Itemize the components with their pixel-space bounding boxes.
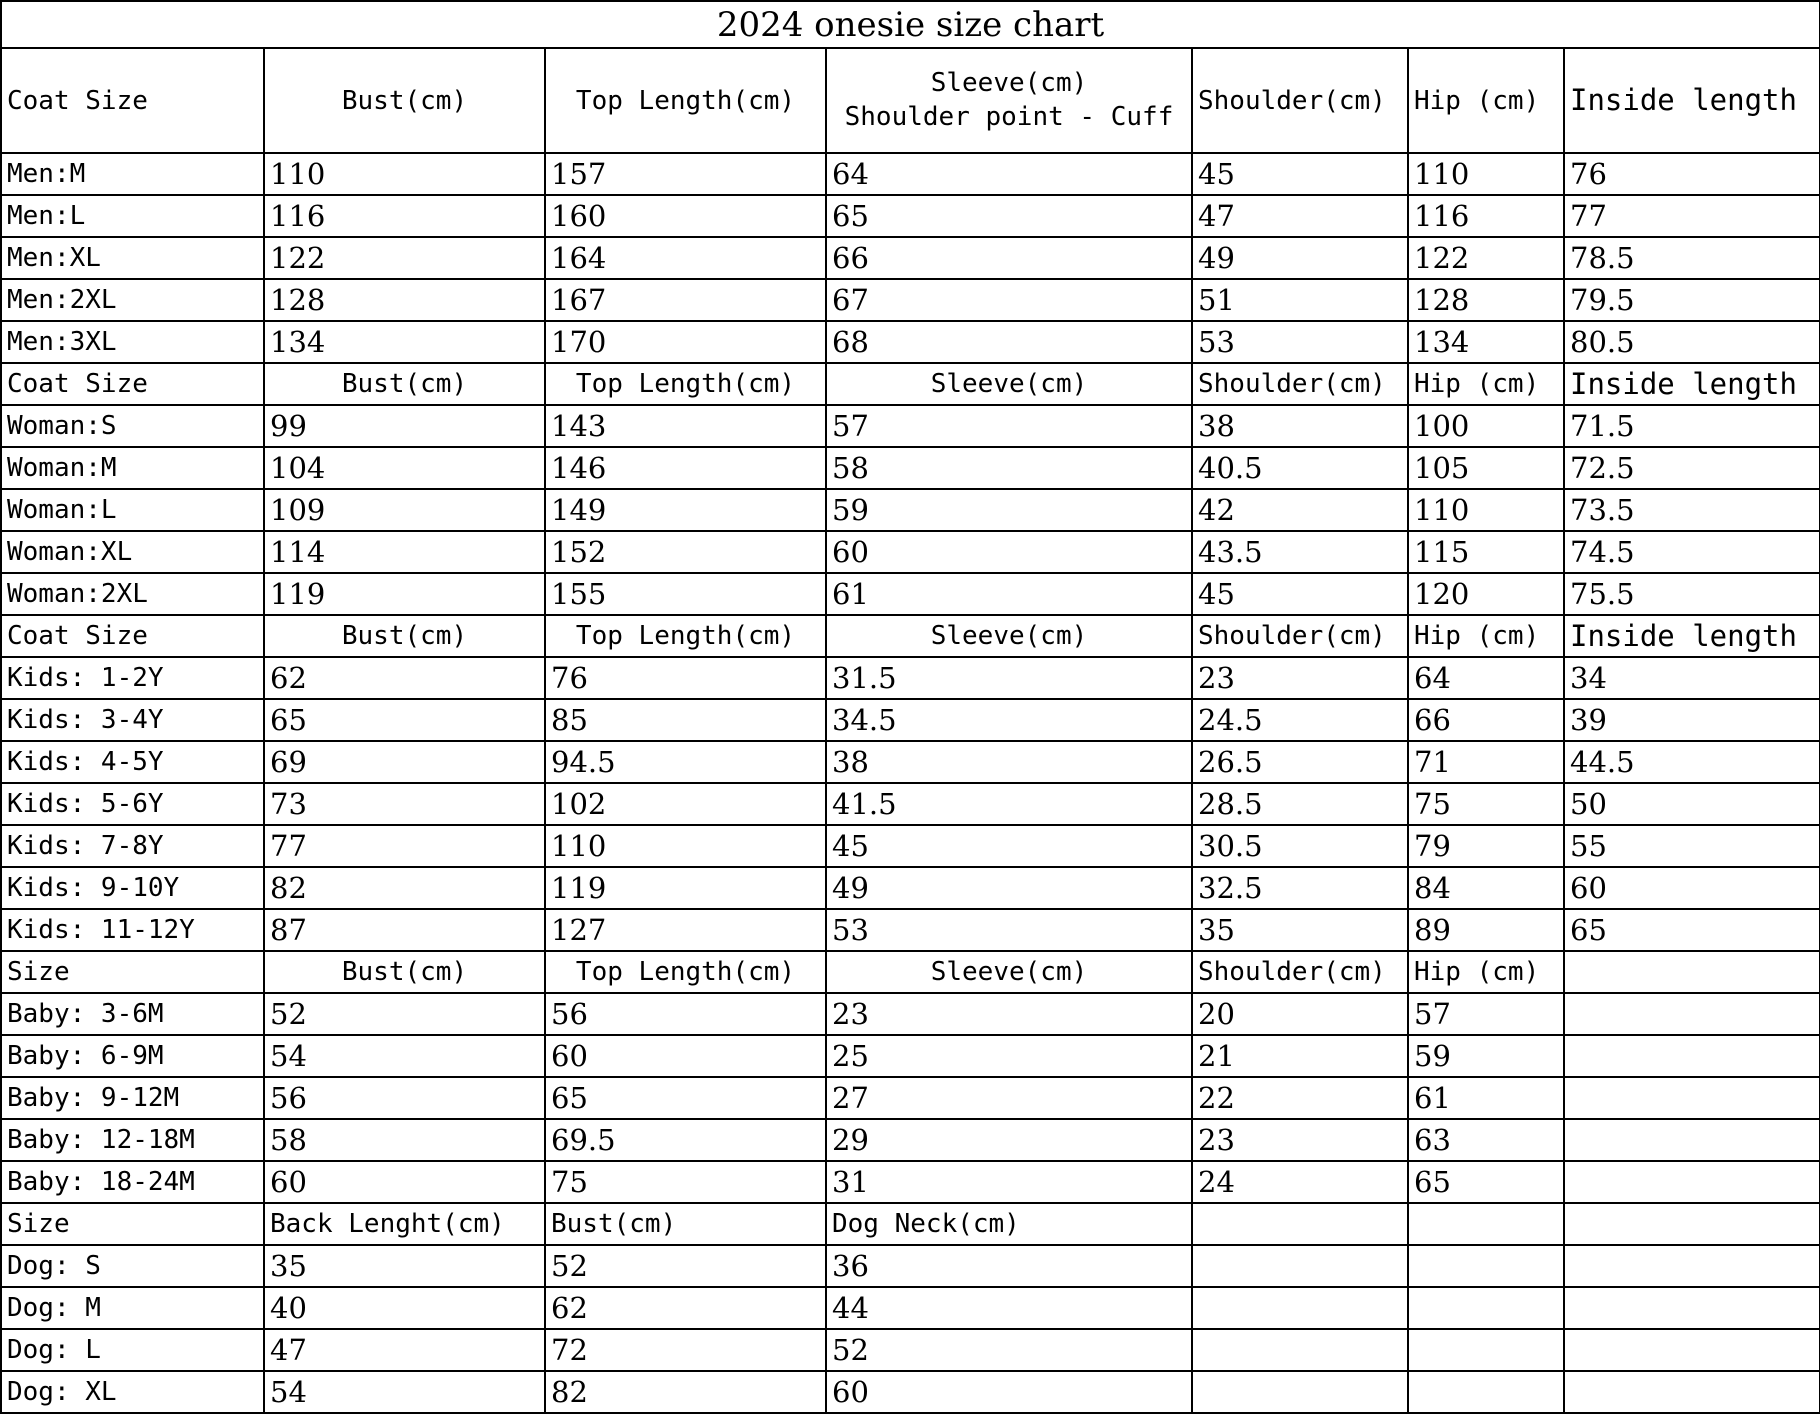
cell-hip: 134 bbox=[1408, 321, 1564, 363]
cell-top-length: 75 bbox=[545, 1161, 826, 1203]
size-label-cell: Baby: 9-12M bbox=[1, 1077, 264, 1119]
cell-shoulder bbox=[1192, 1287, 1408, 1329]
header-size: Size bbox=[1, 1203, 264, 1245]
cell-shoulder: 26.5 bbox=[1192, 741, 1408, 783]
cell-bust: 58 bbox=[264, 1119, 545, 1161]
table-row bbox=[1, 405, 1820, 447]
cell-sleeve: 41.5 bbox=[826, 783, 1192, 825]
cell-hip: 110 bbox=[1408, 489, 1564, 531]
size-label-cell: Woman:M bbox=[1, 447, 264, 489]
cell-inside-length bbox=[1564, 1077, 1820, 1119]
table-row bbox=[1, 237, 1820, 279]
cell-bust: 99 bbox=[264, 405, 545, 447]
cell-sleeve: 60 bbox=[826, 1371, 1192, 1413]
size-label-cell: Dog: L bbox=[1, 1329, 264, 1371]
cell-inside-length bbox=[1564, 1371, 1820, 1413]
cell-shoulder: 43.5 bbox=[1192, 531, 1408, 573]
cell-hip: 57 bbox=[1408, 993, 1564, 1035]
cell-sleeve: 61 bbox=[826, 573, 1192, 615]
table-row bbox=[1, 1119, 1820, 1161]
header-sleeve: Dog Neck(cm) bbox=[826, 1203, 1192, 1245]
cell-bust: 52 bbox=[264, 993, 545, 1035]
table-row bbox=[1, 825, 1820, 867]
table-row bbox=[1, 993, 1820, 1035]
table-row bbox=[1, 1245, 1820, 1287]
cell-hip bbox=[1408, 1245, 1564, 1287]
cell-top-length: 167 bbox=[545, 279, 826, 321]
table-row bbox=[1, 741, 1820, 783]
table-row bbox=[1, 1287, 1820, 1329]
section-header-row bbox=[1, 1203, 1820, 1245]
header-sleeve: Sleeve(cm) bbox=[826, 363, 1192, 405]
size-label-cell: Dog: XL bbox=[1, 1371, 264, 1413]
cell-shoulder: 28.5 bbox=[1192, 783, 1408, 825]
cell-shoulder: 51 bbox=[1192, 279, 1408, 321]
header-shoulder: Shoulder(cm) bbox=[1192, 615, 1408, 657]
cell-sleeve: 53 bbox=[826, 909, 1192, 951]
cell-hip bbox=[1408, 1371, 1564, 1413]
cell-top-length: 164 bbox=[545, 237, 826, 279]
cell-hip bbox=[1408, 1287, 1564, 1329]
cell-sleeve: 25 bbox=[826, 1035, 1192, 1077]
cell-top-length: 157 bbox=[545, 153, 826, 195]
header-bust: Bust(cm) bbox=[264, 363, 545, 405]
cell-bust: 35 bbox=[264, 1245, 545, 1287]
cell-top-length: 65 bbox=[545, 1077, 826, 1119]
cell-bust: 54 bbox=[264, 1371, 545, 1413]
cell-shoulder: 49 bbox=[1192, 237, 1408, 279]
cell-hip: 65 bbox=[1408, 1161, 1564, 1203]
cell-sleeve: 36 bbox=[826, 1245, 1192, 1287]
cell-inside-length: 77 bbox=[1564, 195, 1820, 237]
section-header-row bbox=[1, 363, 1820, 405]
cell-shoulder: 35 bbox=[1192, 909, 1408, 951]
cell-hip: 63 bbox=[1408, 1119, 1564, 1161]
cell-top-length: 119 bbox=[545, 867, 826, 909]
cell-hip: 64 bbox=[1408, 657, 1564, 699]
cell-inside-length bbox=[1564, 1329, 1820, 1371]
cell-bust: 122 bbox=[264, 237, 545, 279]
table-row bbox=[1, 573, 1820, 615]
cell-top-length: 152 bbox=[545, 531, 826, 573]
header-bust: Back Lenght(cm) bbox=[264, 1203, 545, 1245]
cell-shoulder: 32.5 bbox=[1192, 867, 1408, 909]
size-label-cell: Woman:L bbox=[1, 489, 264, 531]
cell-inside-length: 39 bbox=[1564, 699, 1820, 741]
header-sleeve: Sleeve(cm) bbox=[826, 615, 1192, 657]
cell-top-length: 149 bbox=[545, 489, 826, 531]
cell-top-length: 170 bbox=[545, 321, 826, 363]
cell-sleeve: 65 bbox=[826, 195, 1192, 237]
cell-inside-length: 72.5 bbox=[1564, 447, 1820, 489]
cell-bust: 116 bbox=[264, 195, 545, 237]
cell-bust: 104 bbox=[264, 447, 545, 489]
header-size: Coat Size bbox=[1, 363, 264, 405]
cell-sleeve: 52 bbox=[826, 1329, 1192, 1371]
header-top-length: Top Length(cm) bbox=[545, 951, 826, 993]
table-row bbox=[1, 657, 1820, 699]
cell-shoulder: 20 bbox=[1192, 993, 1408, 1035]
cell-top-length: 155 bbox=[545, 573, 826, 615]
size-label-cell: Baby: 3-6M bbox=[1, 993, 264, 1035]
cell-shoulder: 21 bbox=[1192, 1035, 1408, 1077]
table-row bbox=[1, 1077, 1820, 1119]
cell-bust: 69 bbox=[264, 741, 545, 783]
cell-hip: 100 bbox=[1408, 405, 1564, 447]
cell-inside-length: 65 bbox=[1564, 909, 1820, 951]
cell-top-length: 56 bbox=[545, 993, 826, 1035]
cell-sleeve: 66 bbox=[826, 237, 1192, 279]
cell-top-length: 127 bbox=[545, 909, 826, 951]
cell-sleeve: 58 bbox=[826, 447, 1192, 489]
size-label-cell: Men:M bbox=[1, 153, 264, 195]
cell-bust: 77 bbox=[264, 825, 545, 867]
cell-inside-length: 44.5 bbox=[1564, 741, 1820, 783]
cell-bust: 62 bbox=[264, 657, 545, 699]
size-label-cell: Kids: 9-10Y bbox=[1, 867, 264, 909]
table-row bbox=[1, 1035, 1820, 1077]
cell-shoulder bbox=[1192, 1245, 1408, 1287]
cell-hip: 84 bbox=[1408, 867, 1564, 909]
cell-inside-length bbox=[1564, 1035, 1820, 1077]
header-inside-length bbox=[1564, 951, 1820, 993]
cell-inside-length: 78.5 bbox=[1564, 237, 1820, 279]
header-sleeve bbox=[826, 48, 1192, 153]
cell-inside-length: 71.5 bbox=[1564, 405, 1820, 447]
header-inside-length: Inside length bbox=[1564, 363, 1820, 405]
cell-hip: 128 bbox=[1408, 279, 1564, 321]
cell-inside-length: 55 bbox=[1564, 825, 1820, 867]
header-top-length: Bust(cm) bbox=[545, 1203, 826, 1245]
size-label-cell: Baby: 18-24M bbox=[1, 1161, 264, 1203]
cell-top-length: 85 bbox=[545, 699, 826, 741]
size-label-cell: Baby: 6-9M bbox=[1, 1035, 264, 1077]
cell-inside-length: 73.5 bbox=[1564, 489, 1820, 531]
cell-shoulder: 40.5 bbox=[1192, 447, 1408, 489]
cell-top-length: 146 bbox=[545, 447, 826, 489]
header-inside-length: Inside length bbox=[1564, 615, 1820, 657]
table-row bbox=[1, 867, 1820, 909]
header-top-length: Top Length(cm) bbox=[545, 363, 826, 405]
cell-bust: 134 bbox=[264, 321, 545, 363]
size-label-cell: Dog: M bbox=[1, 1287, 264, 1329]
header-shoulder: Shoulder(cm) bbox=[1192, 48, 1408, 153]
cell-bust: 87 bbox=[264, 909, 545, 951]
cell-bust: 40 bbox=[264, 1287, 545, 1329]
cell-shoulder: 22 bbox=[1192, 1077, 1408, 1119]
cell-top-length: 143 bbox=[545, 405, 826, 447]
table-row bbox=[1, 321, 1820, 363]
cell-sleeve: 29 bbox=[826, 1119, 1192, 1161]
cell-shoulder: 42 bbox=[1192, 489, 1408, 531]
cell-top-length: 76 bbox=[545, 657, 826, 699]
cell-inside-length: 76 bbox=[1564, 153, 1820, 195]
cell-bust: 114 bbox=[264, 531, 545, 573]
size-label-cell: Woman:2XL bbox=[1, 573, 264, 615]
size-label-cell: Woman:S bbox=[1, 405, 264, 447]
sleeve-header-label: Sleeve(cm) bbox=[930, 67, 1088, 98]
section-header-row bbox=[1, 48, 1820, 153]
cell-sleeve: 57 bbox=[826, 405, 1192, 447]
cell-shoulder: 53 bbox=[1192, 321, 1408, 363]
cell-bust: 109 bbox=[264, 489, 545, 531]
header-hip: Hip (cm) bbox=[1408, 951, 1564, 993]
header-hip: Hip (cm) bbox=[1408, 615, 1564, 657]
cell-sleeve: 60 bbox=[826, 531, 1192, 573]
cell-hip bbox=[1408, 1329, 1564, 1371]
cell-sleeve: 31.5 bbox=[826, 657, 1192, 699]
cell-bust: 119 bbox=[264, 573, 545, 615]
cell-inside-length bbox=[1564, 1287, 1820, 1329]
cell-bust: 47 bbox=[264, 1329, 545, 1371]
sleeve-subheader-label: Shoulder point - Cuff bbox=[844, 101, 1174, 132]
header-hip bbox=[1408, 1203, 1564, 1245]
cell-hip: 66 bbox=[1408, 699, 1564, 741]
cell-sleeve: 64 bbox=[826, 153, 1192, 195]
size-label-cell: Kids: 1-2Y bbox=[1, 657, 264, 699]
size-label-cell: Men:L bbox=[1, 195, 264, 237]
cell-hip: 75 bbox=[1408, 783, 1564, 825]
cell-top-length: 52 bbox=[545, 1245, 826, 1287]
cell-hip: 115 bbox=[1408, 531, 1564, 573]
cell-inside-length: 79.5 bbox=[1564, 279, 1820, 321]
cell-sleeve: 44 bbox=[826, 1287, 1192, 1329]
cell-bust: 110 bbox=[264, 153, 545, 195]
cell-inside-length: 75.5 bbox=[1564, 573, 1820, 615]
cell-top-length: 60 bbox=[545, 1035, 826, 1077]
cell-hip: 79 bbox=[1408, 825, 1564, 867]
header-bust: Bust(cm) bbox=[264, 951, 545, 993]
cell-bust: 54 bbox=[264, 1035, 545, 1077]
cell-top-length: 102 bbox=[545, 783, 826, 825]
cell-top-length: 94.5 bbox=[545, 741, 826, 783]
size-label-cell: Kids: 5-6Y bbox=[1, 783, 264, 825]
header-bust: Bust(cm) bbox=[264, 615, 545, 657]
cell-sleeve: 38 bbox=[826, 741, 1192, 783]
cell-sleeve: 31 bbox=[826, 1161, 1192, 1203]
header-top-length: Top Length(cm) bbox=[545, 48, 826, 153]
size-label-cell: Kids: 11-12Y bbox=[1, 909, 264, 951]
cell-sleeve: 68 bbox=[826, 321, 1192, 363]
cell-hip: 120 bbox=[1408, 573, 1564, 615]
table-row bbox=[1, 1329, 1820, 1371]
cell-top-length: 62 bbox=[545, 1287, 826, 1329]
size-label-cell: Men:XL bbox=[1, 237, 264, 279]
table-row bbox=[1, 195, 1820, 237]
cell-sleeve: 23 bbox=[826, 993, 1192, 1035]
cell-sleeve: 34.5 bbox=[826, 699, 1192, 741]
cell-shoulder: 45 bbox=[1192, 153, 1408, 195]
cell-hip: 116 bbox=[1408, 195, 1564, 237]
cell-hip: 61 bbox=[1408, 1077, 1564, 1119]
size-label-cell: Men:3XL bbox=[1, 321, 264, 363]
header-inside-length: Inside length bbox=[1564, 48, 1820, 153]
header-inside-length bbox=[1564, 1203, 1820, 1245]
cell-top-length: 72 bbox=[545, 1329, 826, 1371]
size-label-cell: Kids: 7-8Y bbox=[1, 825, 264, 867]
header-bust: Bust(cm) bbox=[264, 48, 545, 153]
cell-inside-length bbox=[1564, 1119, 1820, 1161]
cell-hip: 122 bbox=[1408, 237, 1564, 279]
table-row bbox=[1, 783, 1820, 825]
cell-shoulder: 47 bbox=[1192, 195, 1408, 237]
table-row bbox=[1, 1371, 1820, 1413]
header-hip: Hip (cm) bbox=[1408, 48, 1564, 153]
cell-inside-length: 60 bbox=[1564, 867, 1820, 909]
cell-shoulder: 38 bbox=[1192, 405, 1408, 447]
cell-inside-length: 50 bbox=[1564, 783, 1820, 825]
cell-hip: 105 bbox=[1408, 447, 1564, 489]
size-label-cell: Baby: 12-18M bbox=[1, 1119, 264, 1161]
cell-sleeve: 27 bbox=[826, 1077, 1192, 1119]
section-header-row bbox=[1, 951, 1820, 993]
cell-shoulder: 23 bbox=[1192, 1119, 1408, 1161]
section-header-row bbox=[1, 615, 1820, 657]
header-size: Size bbox=[1, 951, 264, 993]
cell-shoulder bbox=[1192, 1329, 1408, 1371]
cell-bust: 65 bbox=[264, 699, 545, 741]
cell-top-length: 69.5 bbox=[545, 1119, 826, 1161]
cell-hip: 89 bbox=[1408, 909, 1564, 951]
table-row bbox=[1, 699, 1820, 741]
table-row bbox=[1, 447, 1820, 489]
cell-sleeve: 59 bbox=[826, 489, 1192, 531]
cell-bust: 73 bbox=[264, 783, 545, 825]
cell-inside-length bbox=[1564, 993, 1820, 1035]
cell-shoulder: 24.5 bbox=[1192, 699, 1408, 741]
cell-bust: 60 bbox=[264, 1161, 545, 1203]
header-shoulder: Shoulder(cm) bbox=[1192, 951, 1408, 993]
header-shoulder: Shoulder(cm) bbox=[1192, 363, 1408, 405]
cell-top-length: 160 bbox=[545, 195, 826, 237]
cell-hip: 59 bbox=[1408, 1035, 1564, 1077]
cell-shoulder: 24 bbox=[1192, 1161, 1408, 1203]
header-size: Coat Size bbox=[1, 615, 264, 657]
header-shoulder bbox=[1192, 1203, 1408, 1245]
header-hip: Hip (cm) bbox=[1408, 363, 1564, 405]
size-label-cell: Men:2XL bbox=[1, 279, 264, 321]
cell-inside-length bbox=[1564, 1161, 1820, 1203]
header-size: Coat Size bbox=[1, 48, 264, 153]
cell-bust: 128 bbox=[264, 279, 545, 321]
size-label-cell: Woman:XL bbox=[1, 531, 264, 573]
table-row bbox=[1, 1161, 1820, 1203]
table-row bbox=[1, 279, 1820, 321]
cell-bust: 56 bbox=[264, 1077, 545, 1119]
cell-hip: 71 bbox=[1408, 741, 1564, 783]
cell-bust: 82 bbox=[264, 867, 545, 909]
header-top-length: Top Length(cm) bbox=[545, 615, 826, 657]
cell-top-length: 110 bbox=[545, 825, 826, 867]
cell-top-length: 82 bbox=[545, 1371, 826, 1413]
cell-inside-length: 34 bbox=[1564, 657, 1820, 699]
cell-sleeve: 49 bbox=[826, 867, 1192, 909]
cell-hip: 110 bbox=[1408, 153, 1564, 195]
cell-shoulder: 23 bbox=[1192, 657, 1408, 699]
table-row bbox=[1, 531, 1820, 573]
cell-shoulder: 30.5 bbox=[1192, 825, 1408, 867]
header-sleeve: Sleeve(cm) bbox=[826, 951, 1192, 993]
cell-shoulder: 45 bbox=[1192, 573, 1408, 615]
cell-inside-length: 80.5 bbox=[1564, 321, 1820, 363]
size-label-cell: Kids: 3-4Y bbox=[1, 699, 264, 741]
page-title: 2024 onesie size chart bbox=[1, 1, 1820, 48]
cell-sleeve: 67 bbox=[826, 279, 1192, 321]
table-row bbox=[1, 909, 1820, 951]
cell-shoulder bbox=[1192, 1371, 1408, 1413]
cell-inside-length bbox=[1564, 1245, 1820, 1287]
table-row bbox=[1, 489, 1820, 531]
table-row bbox=[1, 153, 1820, 195]
cell-inside-length: 74.5 bbox=[1564, 531, 1820, 573]
size-label-cell: Kids: 4-5Y bbox=[1, 741, 264, 783]
cell-sleeve: 45 bbox=[826, 825, 1192, 867]
size-label-cell: Dog: S bbox=[1, 1245, 264, 1287]
